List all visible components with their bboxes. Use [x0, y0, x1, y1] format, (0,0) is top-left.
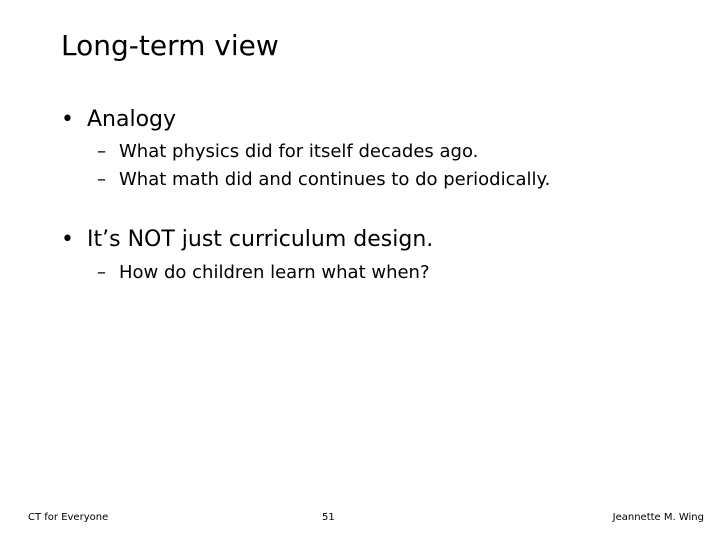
bullet-text: It’s NOT just curriculum design.: [87, 227, 434, 252]
subitem-children: [97, 261, 430, 285]
slide-title: Long-term view: [61, 29, 279, 62]
bullet-analogy: [61, 106, 176, 134]
bullet-marker: •: [61, 107, 74, 132]
subitem-text: How do children learn what when?: [119, 262, 430, 283]
subitem-physics: [97, 140, 478, 164]
subitem-text: What physics did for itself decades ago.: [119, 141, 479, 162]
subitem-marker: –: [97, 169, 106, 190]
subitem-marker: –: [97, 141, 106, 162]
footer-left: CT for Everyone: [28, 512, 109, 523]
footer-page-number: 51: [322, 512, 335, 523]
footer-right: Jeannette M. Wing: [612, 512, 704, 523]
subitem-math: [97, 168, 550, 192]
subitem-marker: –: [97, 262, 106, 283]
bullet-text: Analogy: [87, 107, 177, 132]
subitem-text: What math did and continues to do periodically.: [119, 169, 551, 190]
bullet-not-curriculum: [61, 226, 433, 254]
bullet-marker: •: [61, 227, 74, 252]
